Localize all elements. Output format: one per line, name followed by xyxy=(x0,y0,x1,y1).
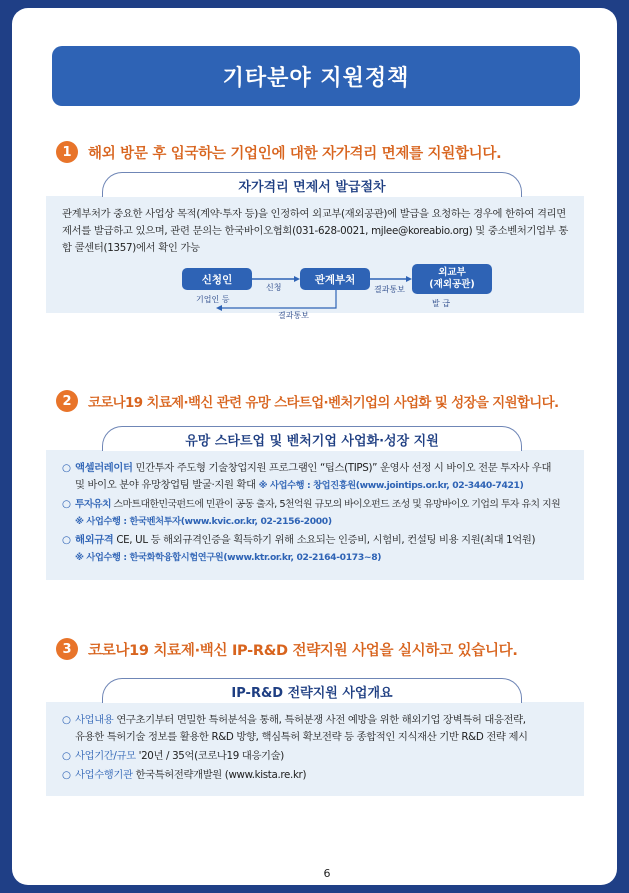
item-text: 스마트대한민국펀드에 민관이 공동 출자, 5천억원 규모의 바이오펀드 조성 및 유망바이오 기업의 투자 유치 지원 xyxy=(110,499,561,510)
list-item-continuation xyxy=(62,477,582,494)
mofa-line-2: (재외공관) xyxy=(429,279,475,290)
item-text: 유용한 특허기술 정보를 활용한 R&D 방향, 핵심특허 확보전략 등 종합적인 지식재산 기반 R&D 전략 제시 xyxy=(75,731,528,743)
item-text: 연구초기부터 면밀한 특허분석을 통해, 특허분쟁 사전 예방을 위한 해외기업 장벽특허 대응전략, xyxy=(113,714,526,726)
list-item xyxy=(62,712,582,729)
item-keyword: 사업내용 xyxy=(75,714,114,726)
notify-label-right: 결과통보 xyxy=(374,285,405,294)
circle-bullet-icon: ○ xyxy=(62,750,71,762)
section-3-box xyxy=(46,702,584,796)
arrow-notify-back-head xyxy=(216,305,222,311)
list-item xyxy=(62,767,582,784)
item-keyword: 사업수행기관 xyxy=(75,769,133,781)
item-keyword: 사업기간/규모 xyxy=(75,750,136,762)
notify-label-bottom: 결과통보 xyxy=(278,311,309,320)
section-title: 해외 방문 후 입국하는 기업인에 대한 자가격리 면제를 지원합니다. xyxy=(88,145,502,162)
section-3-list xyxy=(62,712,582,784)
section-3-heading xyxy=(56,638,518,660)
page xyxy=(12,8,617,885)
list-item xyxy=(62,748,582,765)
section-2-list xyxy=(62,460,582,566)
mofa-sub-label: 발 급 xyxy=(432,299,450,308)
section-1-tab: 자가격리 면제서 발급절차 xyxy=(102,172,522,197)
list-item xyxy=(62,496,582,513)
item-keyword: 해외규격 xyxy=(75,534,114,546)
section-title: 코로나19 치료제·백신 관련 유망 스타트업·벤처기업의 사업화 및 성장을 지원합니다. xyxy=(88,395,559,411)
page-number: 6 xyxy=(312,863,342,885)
list-item-note xyxy=(62,513,582,530)
circle-bullet-icon: ○ xyxy=(62,714,71,726)
list-item xyxy=(62,532,582,549)
item-text: 민간투자 주도형 기술창업지원 프로그램인 “팁스(TIPS)” 운영사 선정 시 바이오 전문 투자사 우대 xyxy=(132,462,552,474)
circle-bullet-icon: ○ xyxy=(62,769,71,781)
item-note: ※ 사업수행 : 한국벤처투자(www.kvic.or.kr, 02-2156-2000) xyxy=(75,516,332,527)
item-text: CE, UL 등 해외규격인증을 획득하기 위해 소요되는 인증비, 시험비, 컨설팅 비용 지원(최대 1억원) xyxy=(113,534,536,546)
arrow-ministry-to-mofa-head xyxy=(406,276,412,282)
ministry-box: 관계부처 xyxy=(300,268,370,290)
circle-bullet-icon: ○ xyxy=(62,462,71,474)
section-1-heading xyxy=(56,141,501,163)
flow-arrows xyxy=(182,268,500,320)
item-text: 및 바이오 분야 유망창업팀 발굴·지원 확대 xyxy=(75,479,259,491)
section-1-paragraph: 관계부처가 중요한 사업상 목적(계약·투자 등)을 인정하여 외교부(재외공관)에 발급을 요청하는 경우에 한하여 격리면제서를 발급하고 있으며, 관련 문의는 한국바이오협회(031-628-0021, mjlee@koreabio.org) 및 중소벤처기업부 통합 콜센터(1357)에서 확인 가능 xyxy=(62,208,569,254)
section-number-badge: 2 xyxy=(56,390,78,412)
item-note: ※ 사업수행 : 한국화학융합시험연구원(www.ktr.or.kr, 02-2164-0173~8) xyxy=(75,552,382,563)
item-note: ※ 사업수행 : 창업진흥원(www.jointips.or.kr, 02-3440-7421) xyxy=(258,480,524,491)
section-3-tab: IP-R&D 전략지원 사업개요 xyxy=(102,678,522,703)
list-item-continuation xyxy=(62,729,582,746)
mofa-line-1: 외교부 xyxy=(438,267,466,278)
section-number-badge: 3 xyxy=(56,638,78,660)
list-item xyxy=(62,460,582,477)
procedure-flow xyxy=(182,268,500,320)
item-text: 한국특허전략개발원 (www.kista.re.kr) xyxy=(132,769,307,781)
applicant-sub-label: 기업인 등 xyxy=(196,295,230,304)
circle-bullet-icon: ○ xyxy=(62,498,71,510)
section-2-tab: 유망 스타트업 및 벤처기업 사업화·성장 지원 xyxy=(102,426,522,451)
circle-bullet-icon: ○ xyxy=(62,534,71,546)
arrow-apply-head xyxy=(294,276,300,282)
section-2-heading xyxy=(56,390,558,412)
page-title: 기타분야 지원정책 xyxy=(52,46,580,106)
section-number-badge: 1 xyxy=(56,141,78,163)
item-text: '20년 / 35억(코로나19 대응기술) xyxy=(135,750,284,762)
section-2-box xyxy=(46,450,584,580)
item-keyword: 액셀러레이터 xyxy=(75,462,133,474)
section-title: 코로나19 치료제·백신 IP-R&D 전략지원 사업을 실시하고 있습니다. xyxy=(88,642,518,659)
apply-label: 신청 xyxy=(266,283,282,292)
section-1-box xyxy=(46,196,584,320)
item-keyword: 투자유치 xyxy=(75,499,111,510)
applicant-box: 신청인 xyxy=(182,268,252,290)
list-item-note xyxy=(62,549,582,566)
